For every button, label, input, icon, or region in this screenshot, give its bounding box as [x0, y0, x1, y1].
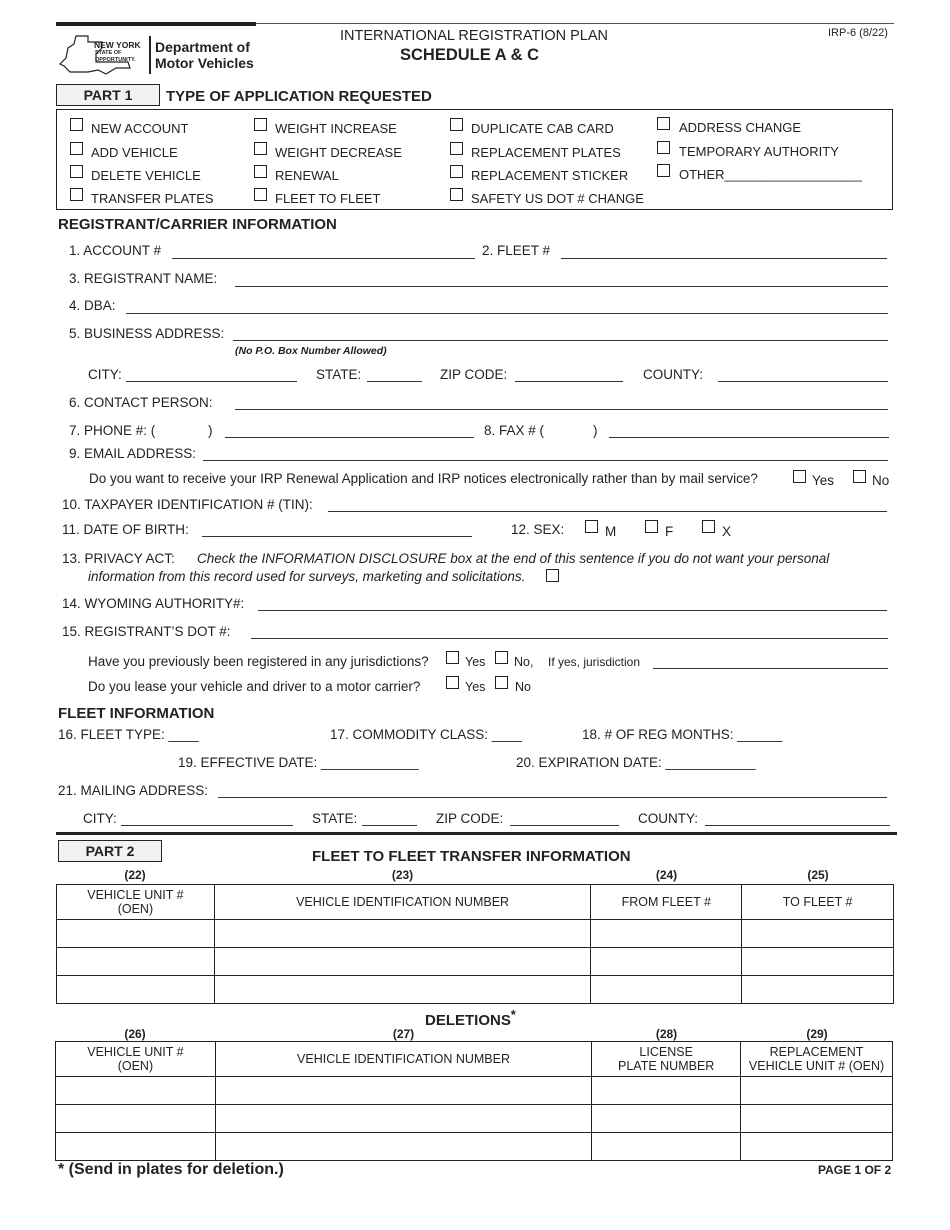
mailing-city-input[interactable] [121, 825, 293, 826]
header-vehicle-unit-line1: VEHICLE UNIT # [87, 888, 184, 902]
header-license-plate-line1: LICENSE [639, 1045, 693, 1059]
deletions-title-text: DELETIONS [425, 1012, 511, 1029]
sex-m-label: M [605, 524, 617, 539]
electronic-yes-label: Yes [812, 473, 835, 488]
business-address-label: 5. BUSINESS ADDRESS: [69, 326, 225, 341]
cell[interactable] [591, 948, 742, 976]
table-row[interactable] [56, 1077, 893, 1105]
table-row[interactable] [56, 1133, 893, 1161]
city-input[interactable] [126, 381, 297, 382]
col-24-number: (24) [655, 868, 678, 882]
cell[interactable] [742, 920, 894, 948]
dept-name-line1: Department of [155, 39, 250, 55]
col-28-number: (28) [655, 1027, 678, 1041]
weight-increase-label: WEIGHT INCREASE [275, 121, 397, 136]
mailing-county-input[interactable] [705, 825, 890, 826]
city-label: CITY: [88, 367, 122, 382]
deletions-asterisk: * [510, 1008, 516, 1022]
renewal-label: RENEWAL [275, 168, 339, 183]
header-vehicle-unit-line2: (OEN) [117, 1059, 154, 1073]
header-to-fleet: TO FLEET # [742, 885, 894, 920]
cell[interactable] [214, 948, 591, 976]
electronic-notice-question: Do you want to receive your IRP Renewal Application and IRP notices electronically rather than by mail service? [89, 471, 758, 486]
state-input[interactable] [367, 381, 422, 382]
effective-date-field[interactable]: 19. EFFECTIVE DATE: _____________ [178, 755, 419, 770]
logo-divider [149, 36, 151, 74]
cell[interactable] [56, 1077, 216, 1105]
replacement-sticker-label: REPLACEMENT STICKER [471, 168, 629, 183]
header-vehicle-unit-line2: (OEN) [117, 902, 154, 916]
cell[interactable] [214, 976, 591, 1004]
deletions-table [55, 1041, 893, 1161]
header-rule-thin [256, 23, 894, 24]
information-disclosure-checkbox[interactable] [546, 569, 559, 582]
registrant-section-title: REGISTRANT/CARRIER INFORMATION [58, 216, 337, 233]
col-29-number: (29) [806, 1027, 828, 1041]
cell[interactable] [592, 1133, 741, 1161]
registrant-name-label: 3. REGISTRANT NAME: [69, 271, 218, 286]
fleet-type-field[interactable]: 16. FLEET TYPE: ____ [58, 727, 199, 742]
county-input[interactable] [718, 381, 888, 382]
cell[interactable] [591, 976, 742, 1004]
dob-input[interactable] [202, 536, 472, 537]
table-row[interactable] [56, 1105, 893, 1133]
privacy-act-text-1: Check the INFORMATION DISCLOSURE box at the end of this sentence if you do not want your personal [197, 551, 830, 566]
prev-registered-yes-label: Yes [465, 655, 486, 669]
other-label: OTHER___________________ [679, 167, 862, 182]
sex-label: 12. SEX: [511, 522, 565, 537]
mailing-address-input[interactable] [218, 797, 887, 798]
header-replacement-unit [741, 1042, 893, 1077]
county-label: COUNTY: [643, 367, 704, 382]
cell[interactable] [215, 1077, 591, 1105]
sex-f-checkbox[interactable] [645, 520, 658, 533]
part2-tab: PART 2 [58, 840, 162, 862]
jurisdiction-label: If yes, jurisdiction [548, 655, 641, 669]
sex-x-label: X [722, 524, 732, 539]
registrant-name-input[interactable] [235, 286, 888, 287]
business-address-input[interactable] [233, 340, 888, 341]
cell[interactable] [57, 920, 215, 948]
replacement-sticker-checkbox[interactable] [450, 165, 463, 178]
cell[interactable] [215, 1105, 591, 1133]
mailing-address-label: 21. MAILING ADDRESS: [58, 783, 209, 798]
delete-vehicle-checkbox[interactable] [70, 165, 83, 178]
email-input[interactable] [203, 460, 888, 461]
privacy-act-text-2: information from this record used for surveys, marketing and solicitations. [88, 569, 526, 584]
zip-input[interactable] [515, 381, 623, 382]
lease-no-checkbox[interactable] [495, 676, 508, 689]
fleet-info-section-title: FLEET INFORMATION [58, 705, 215, 722]
mailing-county-label: COUNTY: [638, 811, 699, 826]
cell[interactable] [742, 948, 894, 976]
col-26-number: (26) [124, 1027, 146, 1041]
dob-label: 11. DATE OF BIRTH: [62, 522, 189, 537]
electronic-no-label: No [872, 473, 890, 488]
header-replacement-line2: VEHICLE UNIT # (OEN) [748, 1059, 885, 1073]
mailing-zip-input[interactable] [510, 825, 619, 826]
header-vin: VEHICLE IDENTIFICATION NUMBER [215, 1042, 591, 1077]
prev-registered-yes-checkbox[interactable] [446, 651, 459, 664]
commodity-class-field[interactable]: 17. COMMODITY CLASS: ____ [330, 727, 522, 742]
mailing-zip-label: ZIP CODE: [436, 811, 504, 826]
part2-divider [56, 832, 897, 835]
fleet-transfer-table [56, 884, 894, 1004]
other-checkbox[interactable] [657, 164, 670, 177]
footer-deletion-note: * (Send in plates for deletion.) [58, 1161, 284, 1178]
header-license-plate [592, 1042, 741, 1077]
electronic-yes-checkbox[interactable] [793, 470, 806, 483]
form-plan-title: INTERNATIONAL REGISTRATION PLAN [340, 28, 609, 44]
deletions-title [425, 1008, 516, 1029]
transfer-plates-label: TRANSFER PLATES [91, 191, 214, 206]
reg-months-field[interactable]: 18. # OF REG MONTHS: ______ [582, 727, 783, 742]
replacement-plates-checkbox[interactable] [450, 142, 463, 155]
page-number: PAGE 1 OF 2 [818, 1163, 892, 1177]
cell[interactable] [214, 920, 591, 948]
add-vehicle-label: ADD VEHICLE [91, 145, 178, 160]
replacement-plates-label: REPLACEMENT PLATES [471, 145, 621, 160]
add-vehicle-checkbox[interactable] [70, 142, 83, 155]
contact-person-label: 6. CONTACT PERSON: [69, 395, 213, 410]
previous-registration-question: Have you previously been registered in any jurisdictions? [88, 654, 429, 669]
account-label: 1. ACCOUNT # [69, 243, 162, 258]
registrant-dot-label: 15. REGISTRANT’S DOT #: [62, 624, 231, 639]
header-vehicle-unit [56, 1042, 216, 1077]
address-change-checkbox[interactable] [657, 117, 670, 130]
transfer-plates-checkbox[interactable] [70, 188, 83, 201]
safety-dot-change-label: SAFETY US DOT # CHANGE [471, 191, 644, 206]
wyoming-authority-input[interactable] [258, 610, 887, 611]
header-rule-thick [56, 22, 256, 26]
fax-input[interactable] [609, 437, 889, 438]
cell[interactable] [56, 1133, 216, 1161]
logo-tagline-1: STATE OF [95, 50, 122, 56]
cell[interactable] [57, 976, 215, 1004]
jurisdiction-input[interactable] [653, 668, 888, 669]
cell[interactable] [741, 1133, 893, 1161]
mailing-state-input[interactable] [362, 825, 417, 826]
lease-no-label: No [515, 680, 531, 694]
state-label: STATE: [316, 367, 362, 382]
sex-x-checkbox[interactable] [702, 520, 715, 533]
dba-label: 4. DBA: [69, 298, 116, 313]
col-23-number: (23) [391, 868, 414, 882]
sex-m-checkbox[interactable] [585, 520, 598, 533]
header-vin: VEHICLE IDENTIFICATION NUMBER [214, 885, 591, 920]
fleet-label: 2. FLEET # [482, 243, 551, 258]
header-license-plate-line2: PLATE NUMBER [618, 1059, 715, 1073]
fax-label: 8. FAX # ( [484, 423, 545, 438]
account-input[interactable] [172, 258, 475, 259]
lease-yes-label: Yes [465, 680, 486, 694]
table-header-row [57, 885, 894, 920]
table-row[interactable] [57, 948, 894, 976]
new-account-label: NEW ACCOUNT [91, 121, 189, 136]
fleet-to-fleet-label: FLEET TO FLEET [275, 191, 381, 206]
temporary-authority-label: TEMPORARY AUTHORITY [679, 144, 839, 159]
table-row[interactable] [57, 976, 894, 1004]
cell[interactable] [56, 1105, 216, 1133]
dba-input[interactable] [126, 313, 888, 314]
new-account-checkbox[interactable] [70, 118, 83, 131]
cell[interactable] [57, 948, 215, 976]
header-vehicle-unit [57, 885, 215, 920]
cell[interactable] [592, 1077, 741, 1105]
expiration-date-field[interactable]: 20. EXPIRATION DATE: ____________ [516, 755, 756, 770]
contact-person-input[interactable] [235, 409, 888, 410]
header-replacement-line1: REPLACEMENT [769, 1045, 864, 1059]
part2-title: FLEET TO FLEET TRANSFER INFORMATION [312, 848, 631, 865]
table-header-row [56, 1042, 893, 1077]
cell[interactable] [591, 920, 742, 948]
fleet-to-fleet-checkbox[interactable] [254, 188, 267, 201]
tin-label: 10. TAXPAYER IDENTIFICATION # (TIN): [62, 497, 313, 512]
wyoming-authority-label: 14. WYOMING AUTHORITY#: [62, 596, 245, 611]
lease-yes-checkbox[interactable] [446, 676, 459, 689]
delete-vehicle-label: DELETE VEHICLE [91, 168, 201, 183]
weight-decrease-label: WEIGHT DECREASE [275, 145, 402, 160]
logo-state-name: NEW YORK [94, 40, 141, 50]
lease-question: Do you lease your vehicle and driver to a motor carrier? [88, 679, 421, 694]
mailing-city-label: CITY: [83, 811, 117, 826]
prev-registered-no-checkbox[interactable] [495, 651, 508, 664]
duplicate-cab-card-checkbox[interactable] [450, 118, 463, 131]
renewal-checkbox[interactable] [254, 165, 267, 178]
privacy-act-label: 13. PRIVACY ACT: [62, 551, 175, 566]
part1-title: TYPE OF APPLICATION REQUESTED [166, 88, 432, 105]
cell[interactable] [592, 1105, 741, 1133]
fax-paren-close: ) [593, 423, 598, 438]
header-vehicle-unit-line1: VEHICLE UNIT # [87, 1045, 184, 1059]
table-row[interactable] [57, 920, 894, 948]
fleet-input[interactable] [561, 258, 887, 259]
no-po-box-note: (No P.O. Box Number Allowed) [235, 345, 387, 357]
safety-dot-change-checkbox[interactable] [450, 188, 463, 201]
registrant-dot-input[interactable] [251, 638, 888, 639]
col-27-number: (27) [392, 1027, 415, 1041]
weight-decrease-checkbox[interactable] [254, 142, 267, 155]
phone-input[interactable] [225, 437, 474, 438]
electronic-no-checkbox[interactable] [853, 470, 866, 483]
col-25-number: (25) [807, 868, 829, 882]
cell[interactable] [742, 976, 894, 1004]
prev-registered-no-label: No, [514, 655, 534, 669]
temporary-authority-checkbox[interactable] [657, 141, 670, 154]
cell[interactable] [215, 1133, 591, 1161]
form-schedule-title: SCHEDULE A & C [400, 46, 540, 64]
cell[interactable] [741, 1077, 893, 1105]
mailing-state-label: STATE: [312, 811, 358, 826]
phone-paren-close: ) [208, 423, 213, 438]
sex-f-label: F [665, 524, 674, 539]
email-label: 9. EMAIL ADDRESS: [69, 446, 197, 461]
weight-increase-checkbox[interactable] [254, 118, 267, 131]
duplicate-cab-card-label: DUPLICATE CAB CARD [471, 121, 614, 136]
tin-input[interactable] [328, 511, 887, 512]
zip-label: ZIP CODE: [440, 367, 508, 382]
logo-tagline-2: OPPORTUNITY. [95, 57, 136, 63]
cell[interactable] [741, 1105, 893, 1133]
header-from-fleet: FROM FLEET # [591, 885, 742, 920]
part1-tab: PART 1 [56, 84, 160, 106]
form-id: IRP-6 (8/22) [828, 27, 888, 39]
col-22-number: (22) [124, 868, 146, 882]
dept-name-line2: Motor Vehicles [155, 55, 254, 71]
phone-label: 7. PHONE #: ( [69, 423, 156, 438]
address-change-label: ADDRESS CHANGE [679, 120, 802, 135]
